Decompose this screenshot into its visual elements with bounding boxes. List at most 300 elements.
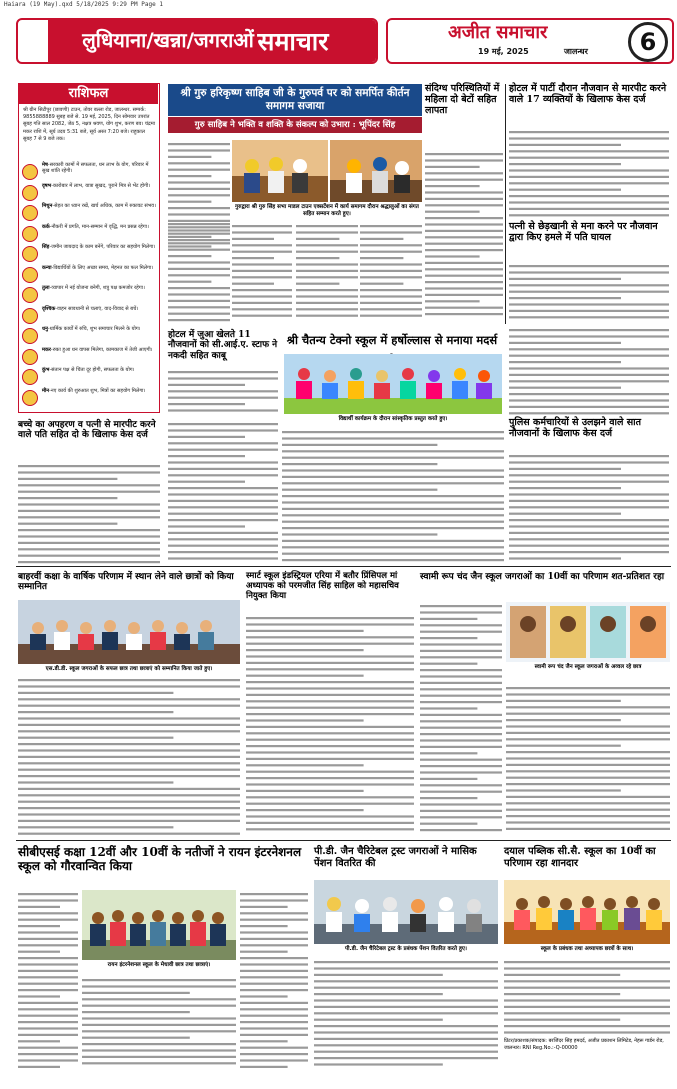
text-line [360,283,403,285]
text-lines [296,222,358,322]
text-line [246,617,414,619]
text-line [425,217,503,219]
rashifal-box [18,83,160,413]
text-line [506,700,621,702]
text-line [314,1019,443,1021]
text-line [82,1005,236,1007]
text-line [506,713,670,715]
hotel-continued [509,326,669,416]
text-line [18,906,60,908]
guru-banner: श्री गुरु हरिकृष्ण साहिब जी के गुरुपर्व पर को समर्पित कीर्तन समागम सजाया [168,84,422,116]
text-line [168,274,230,276]
text-line [18,749,240,751]
text-line [232,257,274,259]
text-line [509,291,669,293]
text-line [509,169,669,171]
text-line [246,732,414,734]
text-line [240,989,308,991]
text-line [509,406,669,408]
text-line [18,983,78,985]
guru-body-col3 [232,222,292,322]
zodiac-forecast: -नौकरी में प्रगति, मान-सम्मान में वृद्धि, मन प्रसन्न रहेगा। [49,223,149,230]
text-line [18,970,78,972]
text-line [232,289,292,291]
text-line [509,144,621,146]
text-line [168,201,211,203]
text-line [509,342,621,344]
text-line [18,1027,78,1029]
text-line [425,243,503,245]
text-line [509,131,669,133]
text-line [420,778,477,780]
guru-photo-2 [330,140,422,202]
text-line [168,371,278,373]
text-line [420,682,502,684]
text-line [168,319,230,321]
text-line [420,771,502,773]
guru-body-col2 [168,220,230,322]
zodiac-name: कन्या [42,264,52,271]
dayal-photo [504,880,670,944]
text-line [168,455,245,457]
text-line [18,1059,78,1061]
text-line [360,231,422,233]
text-line [168,306,230,308]
text-line [506,725,670,727]
text-line [168,287,230,289]
text-line [296,276,358,278]
text-line [18,555,160,557]
text-line [82,1049,236,1051]
text-line [240,957,308,959]
text-line [246,790,364,792]
text-line [296,289,358,291]
text-line [18,957,78,959]
text-line [425,211,480,213]
text-lines [509,262,669,322]
text-line [246,649,364,651]
rashifal-item [22,347,158,369]
rashifal-item [22,162,158,184]
text-line [509,157,669,159]
text-line [18,1053,78,1055]
text-line [168,557,278,559]
text-line [282,527,504,529]
pension-headline: पी.डी. जैन चैरिटेबल ट्रस्ट जगराओं ने मासिक पेंशन वितरित की [314,846,477,869]
text-line [246,809,364,811]
text-line [282,553,504,555]
text-lines [18,676,240,836]
text-line [240,995,288,997]
text-lines [314,958,498,1070]
text-line [232,295,292,297]
text-line [509,500,669,502]
text-line [420,624,502,626]
text-lines [282,428,504,564]
text-line [246,630,364,632]
text-line [296,244,358,246]
zodiac-icon [22,349,38,365]
text-line [168,461,278,463]
text-line [168,551,278,553]
text-line [18,1040,60,1042]
text-line [168,449,278,451]
text-line [18,781,173,783]
text-line [506,796,670,798]
text-line [420,688,502,690]
police-headline: पुलिस कर्मचारियों से उलझने वाले सात नौजवानों के खिलाफ केस दर्ज [509,417,642,439]
text-line [18,1047,78,1049]
text-line [246,681,414,683]
text-line [240,1040,288,1042]
text-line [82,1037,190,1039]
text-line [18,471,160,473]
text-line [18,762,240,764]
text-line [506,719,621,721]
text-line [18,1066,60,1068]
text-line [504,1019,620,1021]
text-line [240,919,308,921]
text-lines [232,222,292,322]
text-line [168,423,278,425]
text-line [420,765,502,767]
text-lines [18,890,78,1070]
text-line [425,275,503,277]
text-line [18,820,240,822]
text-line [232,270,292,272]
child-body [18,462,160,564]
zodiac-icon [22,226,38,242]
text-line [18,743,240,745]
missing-headline: संदिग्ध परिस्थितियों में महिला दो बेटों सहित लापता [425,83,500,116]
text-line [168,545,278,547]
text-line [240,1053,308,1055]
text-line [232,263,292,265]
felicitate-body [18,676,240,836]
text-line [509,380,669,382]
text-line [296,225,358,227]
text-line [18,899,78,901]
text-line [246,745,414,747]
text-line [240,925,288,927]
text-line [509,355,669,357]
text-line [240,1015,308,1017]
text-line [246,771,414,773]
text-line [425,255,480,257]
text-line [232,283,274,285]
text-line [168,532,278,534]
text-line [296,308,358,310]
text-line [82,1043,236,1045]
swami-body [420,602,502,836]
text-line [246,828,414,830]
text-lines [509,128,669,218]
mothers-caption: विद्यार्थी कार्यक्रम के दौरान सांस्कृतिक प्रस्तुत करते हुए। [338,416,448,422]
text-line [504,1006,670,1008]
text-line [232,251,292,253]
felicitate-headline: बाहरवीं कक्षा के वार्षिक परिणाम में स्थान लेने वाले छात्रों को किया सम्मानित [18,572,234,593]
text-line [18,893,78,895]
text-line [18,769,240,771]
zodiac-name: कुंभ [42,367,50,373]
text-line [18,826,173,828]
text-line [509,532,669,534]
text-line [420,637,477,639]
husband-headline: पत्नी से छेड़खानी से मना करने पर नौजवान द्वारा किए हमले में पति घायल [509,221,658,243]
text-line [240,983,308,985]
text-line [314,961,498,963]
felicitate-caption: एस.डी.डी. स्कूल जगराओं के सफल छात्र तथा छात्राएं को सम्मानित किया जाते हुए। [45,666,213,672]
text-line [506,706,670,708]
text-line [425,159,503,161]
text-lines [420,602,502,836]
rashifal-item [22,388,158,410]
text-line [18,529,160,531]
page-number: 6 [628,22,668,62]
text-line [296,251,358,253]
text-line [509,310,669,312]
text-line [360,263,422,265]
zodiac-name: मिथुन [42,203,53,209]
text-line [18,938,78,940]
text-line [82,1056,236,1058]
text-line [506,815,670,817]
text-line [168,268,230,270]
text-line [509,367,669,369]
text-line [504,1012,670,1014]
text-lines [504,958,670,1034]
text-line [509,265,669,267]
zodiac-icon [22,205,38,221]
text-line [282,559,504,561]
text-line [18,561,160,563]
text-line [282,540,504,542]
text-line [282,437,504,439]
swami-headline: स्वामी रूप चंद जैन स्कूल जगराओं का 10वीं का परिणाम शत-प्रतिशत रहा [420,572,665,582]
hotel-body [509,128,669,218]
text-line [504,993,620,995]
section-name: लुधियाना/खन्ना/जगराओं [82,28,254,52]
rashifal-title: राशिफल [19,84,158,104]
cbse-photo [82,890,236,960]
text-lines [360,222,422,322]
text-line [246,700,414,702]
text-line [246,764,364,766]
text-line [360,238,403,240]
dayal-headline: दयाल पब्लिक सी.सै. स्कूल का 10वीं का परिणाम रहा शानदार [504,846,656,869]
text-lines [168,420,278,564]
text-line [168,409,278,411]
cbse-body-2 [82,976,236,1070]
text-line [504,1031,670,1033]
text-line [425,166,480,168]
text-line [506,809,670,811]
text-line [168,300,230,302]
zodiac-icon [22,164,38,180]
text-line [168,223,230,225]
text-line [509,278,621,280]
text-line [232,225,292,227]
text-line [18,775,240,777]
text-line [420,663,477,665]
text-line [82,1024,236,1026]
paper-header [386,18,674,64]
rashifal-item [22,367,158,389]
zodiac-icon [22,246,38,262]
text-line [420,701,502,703]
text-line [232,231,292,233]
text-line [282,508,504,510]
edition-city: जालन्धर [564,47,588,56]
text-line [425,287,503,289]
text-line [509,163,621,165]
text-line [18,717,240,719]
footer-imprint: प्रिंटर/प्रकाशक/संपादक: बरजिंदर सिंह हमदर्द, अजीत प्रकाशन लिमिटेड, नेहरू गार्डन रोड, जालन्धर। RNI Reg.No.:-Q-00000 [504,1038,664,1051]
text-line [420,707,477,709]
text-line [246,751,414,753]
cbse-body-3 [240,890,308,1070]
text-line [18,737,173,739]
text-line [168,236,211,238]
text-line [18,478,117,480]
text-line [240,1059,308,1061]
text-line [420,810,502,812]
text-line [240,976,308,978]
text-line [509,271,669,273]
text-line [18,801,240,803]
text-line [420,829,502,831]
text-line [282,476,504,478]
text-line [18,705,240,707]
text-line [168,156,211,158]
text-line [296,295,358,297]
text-lines [168,368,278,416]
zodiac-name: मेष [42,162,48,168]
text-line [506,738,670,740]
text-line [420,650,502,652]
text-line [360,244,422,246]
text-line [246,636,414,638]
text-line [18,542,160,544]
text-line [506,789,621,791]
text-line [425,268,503,270]
text-line [82,998,236,1000]
section-banner [16,18,378,64]
text-line [282,469,504,471]
text-line [246,643,414,645]
text-line [420,752,477,754]
text-line [509,137,669,139]
text-line [18,491,160,493]
text-line [282,431,504,433]
smart-body [246,614,414,836]
text-line [509,316,669,318]
text-line [296,270,358,272]
text-line [314,1012,498,1014]
text-line [18,1034,78,1036]
text-line [314,1044,498,1046]
rashifal-item [22,244,158,266]
text-line [425,281,503,283]
text-line [506,802,670,804]
text-line [296,263,358,265]
text-line [425,236,503,238]
text-line [425,204,503,206]
text-line [420,823,477,825]
pension-caption: पी.डी. जैन चैरिटेबल ट्रस्ट के प्रबंधक पेंशन वितरित करते हुए। [344,946,468,952]
text-line [168,525,245,527]
text-line [240,1047,308,1049]
text-line [168,229,230,231]
text-line [504,967,670,969]
text-line [425,172,503,174]
text-line [360,308,422,310]
text-line [296,238,339,240]
text-lines [246,614,414,836]
zodiac-icon [22,369,38,385]
text-line [18,465,160,467]
zodiac-icon [22,308,38,324]
cbse-headline: सीबीएसई कक्षा 12वीं और 10वीं के नतीजों ने रायन इंटरनेशनल स्कूल को गौरवान्वित किया [18,845,302,873]
text-line [282,444,437,446]
text-line [168,188,230,190]
text-line [296,315,358,317]
text-line [82,979,236,981]
text-line [168,242,230,244]
text-line [509,538,669,540]
text-line [360,276,422,278]
text-line [314,999,498,1001]
text-line [506,828,670,830]
text-line [425,249,503,251]
text-line [246,662,414,664]
text-line [314,1025,498,1027]
text-line [504,980,670,982]
text-line [168,194,230,196]
text-line [168,213,230,215]
zodiac-icon [22,267,38,283]
text-line [420,791,502,793]
text-line [296,302,358,304]
text-line [18,794,240,796]
text-line [425,185,480,187]
text-line [18,912,78,914]
text-line [425,300,480,302]
text-line [232,244,292,246]
text-line [509,176,669,178]
text-line [232,308,292,310]
text-line [282,463,437,465]
mothers-body [282,428,504,564]
text-line [420,746,502,748]
zodiac-forecast: -कारोबार में लाभ, यात्रा सुखद, पुराने मित्र से भेंट होगी। [51,182,151,189]
text-line [314,980,498,982]
text-line [509,461,669,463]
text-line [506,693,670,695]
text-line [360,289,422,291]
text-line [282,489,437,491]
text-line [420,618,477,620]
guru-body-col5 [360,222,422,322]
text-line [246,783,414,785]
text-line [18,503,160,505]
rashifal-item [22,224,158,246]
text-line [509,487,621,489]
text-line [168,169,230,171]
text-line [246,777,414,779]
text-line [168,313,230,315]
text-line [168,390,278,392]
